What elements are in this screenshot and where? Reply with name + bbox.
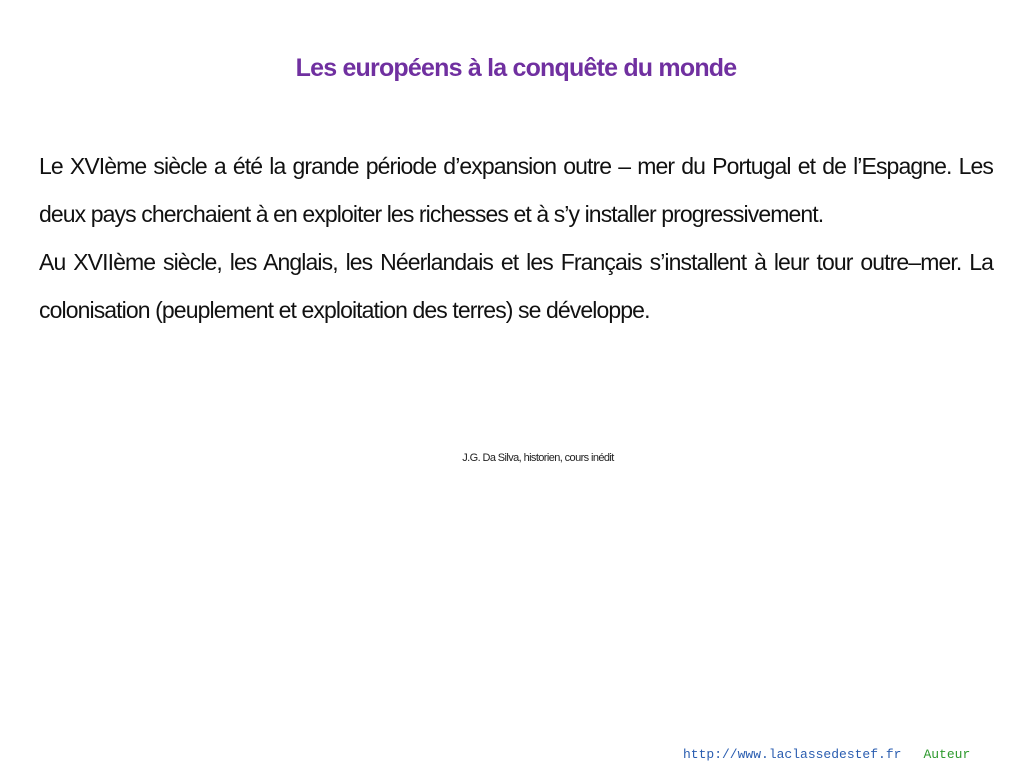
slide-title: Les européens à la conquête du monde <box>295 54 737 82</box>
footer <box>683 747 1024 768</box>
paragraph-2: Au XVIIème siècle, les Anglais, les Néerlandais et les Français s’installent à leur tour outre–mer. La colonisation (peuplement et exploitation des terres) se développe. <box>39 249 993 323</box>
paragraph-1: Le XVIème siècle a été la grande période d’expansion outre – mer du Portugal et de l’Espagne. Les deux pays cherchaient à en exploiter les richesses et à s’y installer progressivement. <box>39 153 993 227</box>
slide-body <box>39 142 993 334</box>
source-citation: J.G. Da Silva, historien, cours inédit <box>462 452 614 464</box>
footer-author-label: Auteur <box>923 747 971 762</box>
footer-url-link[interactable]: http://www.laclassedestef.fr <box>683 747 902 762</box>
